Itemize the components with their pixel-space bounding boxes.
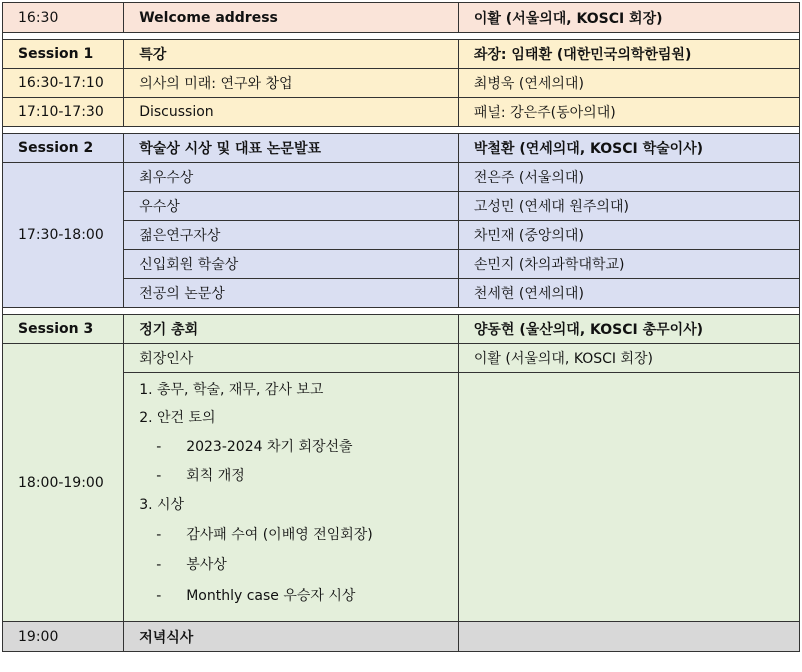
agenda-subitem [139,462,458,491]
welcome-time: 16:30 [3,3,124,33]
agenda-subitem [139,550,458,581]
dash-marker: - [156,588,162,604]
dinner-time: 19:00 [3,622,124,652]
session2-award: 우수상 [124,192,459,221]
agenda-subitem [139,581,458,612]
session3-label: Session 3 [3,315,124,344]
session2-award: 젊은연구자상 [124,221,459,250]
dinner-title: 저녁식사 [124,622,459,652]
session2-award: 신입회원 학술상 [124,250,459,279]
session3-chair: 양동현 (울산의대, KOSCI 총무이사) [458,315,799,344]
session3-greeting-speaker: 이활 (서울의대, KOSCI 회장) [458,344,799,373]
session2-label: Session 2 [3,134,124,163]
session1-label: Session 1 [3,40,124,69]
session1-item-title: 의사의 미래: 연구와 창업 [124,69,459,98]
agenda-subitem-label: 2023-2024 차기 회장선출 [186,439,353,455]
session3-greeting-row [3,344,800,373]
session3-time: 18:00-19:00 [3,344,124,622]
session2-chair: 박철환 (연세의대, KOSCI 학술이사) [458,134,799,163]
agenda-item: 3. 시상 [139,497,185,513]
agenda-subitem [139,433,458,462]
dash-marker: - [156,439,162,455]
session1-item-row [3,69,800,98]
session2-awardee: 손민지 (차의과학대학교) [458,250,799,279]
session1-item-time: 16:30-17:10 [3,69,124,98]
session3-agenda-empty [458,373,799,622]
session2-award: 전공의 논문상 [124,279,459,308]
agenda-subitem-label: 회칙 개정 [186,468,245,484]
session1-item-title: Discussion [124,98,459,127]
session2-header-row [3,134,800,163]
session1-chair: 좌장: 임태환 (대한민국의학한림원) [458,40,799,69]
session3-greeting: 회장인사 [124,344,459,373]
session2-title: 학술상 시상 및 대표 논문발표 [124,134,459,163]
session2-item-row [3,163,800,192]
agenda-subitem-label: 봉사상 [186,557,227,573]
session1-item-time: 17:10-17:30 [3,98,124,127]
session2-time: 17:30-18:00 [3,163,124,308]
session1-item-row [3,98,800,127]
session3-header-row [3,315,800,344]
dinner-empty [458,622,799,652]
agenda-subitem-label: 감사패 수여 (이배영 전임회장) [186,527,373,543]
agenda-subitem-label: Monthly case 우승자 시상 [186,588,356,604]
agenda-item: 1. 총무, 학술, 재무, 감사 보고 [139,382,324,398]
spacer-row [3,308,800,315]
session2-award: 최우수상 [124,163,459,192]
dash-marker: - [156,468,162,484]
program-table [2,2,800,652]
agenda-item: 2. 안건 토의 [139,410,216,426]
welcome-title: Welcome address [124,3,459,33]
dash-marker: - [156,557,162,573]
session1-item-speaker: 패널: 강은주(동아의대) [458,98,799,127]
welcome-speaker: 이활 (서울의대, KOSCI 회장) [458,3,799,33]
session2-awardee: 고성민 (연세대 원주의대) [458,192,799,221]
session3-agenda [124,373,459,622]
session2-awardee: 천세현 (연세의대) [458,279,799,308]
welcome-row [3,3,800,33]
spacer-row [3,127,800,134]
session2-awardee: 전은주 (서울의대) [458,163,799,192]
session1-header-row [3,40,800,69]
session1-title: 특강 [124,40,459,69]
agenda-subitem [139,520,458,550]
spacer-row [3,33,800,40]
dinner-row [3,622,800,652]
dash-marker: - [156,527,162,543]
session3-title: 정기 총회 [124,315,459,344]
session2-awardee: 차민재 (중앙의대) [458,221,799,250]
session1-item-speaker: 최병욱 (연세의대) [458,69,799,98]
